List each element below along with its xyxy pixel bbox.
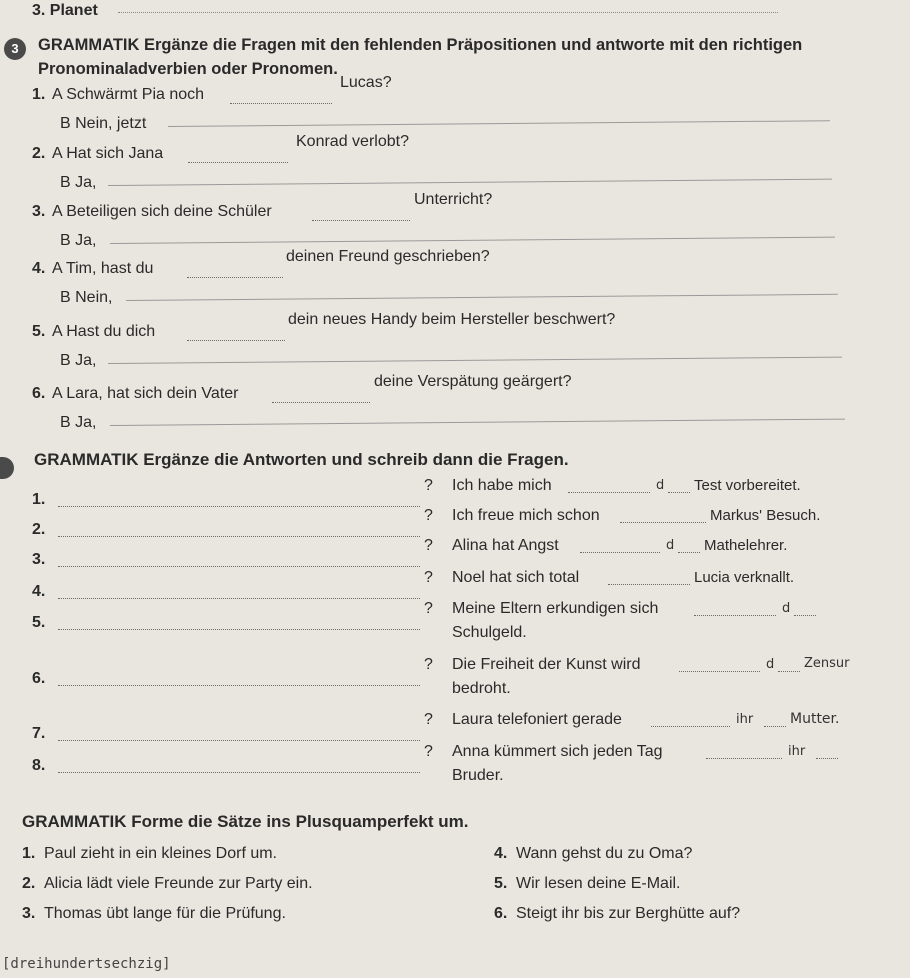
handwritten-article: d — [666, 538, 675, 553]
article-ending-blank[interactable] — [764, 726, 786, 727]
preposition-blank[interactable] — [272, 402, 370, 403]
answer-sentence-end: Test vorbereitet. — [694, 477, 801, 494]
sentence: Wir lesen deine E-Mail. — [516, 875, 681, 892]
article-ending-blank[interactable] — [778, 671, 800, 672]
item-number: 3. — [32, 551, 46, 568]
question-line[interactable] — [58, 536, 420, 537]
article-ending-blank[interactable] — [816, 758, 838, 759]
question-mark: ? — [424, 743, 433, 760]
answer-line[interactable] — [110, 237, 835, 244]
question-line[interactable] — [58, 566, 420, 567]
page-number: [dreihundertsechzig] — [2, 956, 171, 972]
handwritten-article: ihr — [788, 744, 806, 759]
question-a-text-end: Unterricht? — [414, 191, 493, 208]
answer-sentence-continued: bedroht. — [452, 680, 511, 697]
item-number: 7. — [32, 725, 46, 742]
answer-line[interactable] — [108, 357, 842, 364]
item-3-planet: 3. Planet — [32, 2, 98, 19]
answer-b-text: B Ja, — [60, 174, 97, 191]
item-number: 6. — [32, 670, 46, 687]
answer-sentence: Noel hat sich total — [452, 569, 580, 586]
question-mark: ? — [424, 477, 433, 494]
answer-blank[interactable] — [620, 522, 706, 523]
exercise-number-badge — [0, 457, 14, 479]
question-a-text: A Lara, hat sich dein Vater — [52, 385, 239, 402]
question-mark: ? — [424, 537, 433, 554]
question-a-text: A Schwärmt Pia noch — [52, 86, 205, 103]
question-line[interactable] — [58, 598, 420, 599]
question-a-text: A Beteiligen sich deine Schüler — [52, 203, 272, 220]
answer-line[interactable] — [126, 294, 838, 301]
question-a-text-end: dein neues Handy beim Hersteller beschwert? — [288, 311, 616, 328]
item-number: 1. — [22, 845, 36, 862]
item-number: 5. — [32, 614, 46, 631]
exercise-number-badge: 3 — [4, 38, 26, 60]
answer-blank[interactable] — [580, 552, 660, 553]
preposition-blank[interactable] — [188, 162, 288, 163]
item-number: 2. — [32, 521, 46, 538]
handwritten-article: d — [766, 657, 775, 672]
question-mark: ? — [424, 569, 433, 586]
item-number: 4. — [32, 583, 46, 600]
item-number: 6. — [494, 905, 508, 922]
preposition-blank[interactable] — [312, 220, 410, 221]
item-number: 4. — [494, 845, 508, 862]
question-a-text: A Tim, hast du — [52, 260, 154, 277]
article-ending-blank[interactable] — [678, 552, 700, 553]
answer-b-text: B Nein, — [60, 289, 113, 306]
answer-sentence: Anna kümmert sich jeden Tag — [452, 743, 663, 760]
handwritten-article: d — [656, 478, 665, 493]
answer-sentence: Ich habe mich — [452, 477, 552, 494]
exercise-title: GRAMMATIK Forme die Sätze ins Plusquamperfekt um. — [22, 812, 469, 831]
answer-b-text: B Ja, — [60, 414, 97, 431]
sentence: Steigt ihr bis zur Berghütte auf? — [516, 905, 741, 922]
question-mark: ? — [424, 600, 433, 617]
answer-sentence: Alina hat Angst — [452, 537, 559, 554]
answer-line[interactable] — [108, 179, 832, 186]
question-mark: ? — [424, 711, 433, 728]
answer-line[interactable] — [118, 12, 778, 13]
question-a-text: A Hat sich Jana — [52, 145, 164, 162]
preposition-blank[interactable] — [230, 103, 332, 104]
item-number: 6. — [32, 385, 46, 402]
answer-sentence: Meine Eltern erkundigen sich — [452, 600, 659, 617]
preposition-blank[interactable] — [187, 340, 285, 341]
item-number: 1. — [32, 86, 46, 103]
question-line[interactable] — [58, 772, 420, 773]
item-number: 5. — [32, 323, 46, 340]
question-line[interactable] — [58, 685, 420, 686]
question-a-text-end: deinen Freund geschrieben? — [286, 248, 490, 265]
item-number: 4. — [32, 260, 46, 277]
answer-sentence-end: Lucia verknallt. — [694, 569, 795, 586]
answer-sentence: Ich freue mich schon — [452, 507, 600, 524]
answer-blank[interactable] — [679, 671, 760, 672]
sentence: Alicia lädt viele Freunde zur Party ein. — [44, 875, 313, 892]
item-number: 2. — [32, 145, 46, 162]
answer-b-text: B Ja, — [60, 352, 97, 369]
sentence: Paul zieht in ein kleines Dorf um. — [44, 845, 277, 862]
answer-sentence-continued: Schulgeld. — [452, 624, 527, 641]
answer-blank[interactable] — [706, 758, 782, 759]
item-number: 8. — [32, 757, 46, 774]
answer-line[interactable] — [168, 120, 830, 127]
answer-sentence: Laura telefoniert gerade — [452, 711, 622, 728]
question-mark: ? — [424, 507, 433, 524]
question-mark: ? — [424, 656, 433, 673]
question-a-text-end: deine Verspätung geärgert? — [374, 373, 572, 390]
sentence: Wann gehst du zu Oma? — [516, 845, 693, 862]
exercise-title: GRAMMATIK Ergänze die Fragen mit den fehlenden Präpositionen und antworte mit den richtigen — [38, 36, 803, 54]
item-number: 2. — [22, 875, 36, 892]
exercise-title-continued: Pronominaladverbien oder Pronomen. — [38, 60, 338, 78]
answer-b-text: B Nein, jetzt — [60, 115, 147, 132]
answer-sentence-continued: Bruder. — [452, 767, 504, 784]
handwritten-article: d — [782, 601, 791, 616]
exercise-title: GRAMMATIK Ergänze die Antworten und schreib dann die Fragen. — [34, 450, 569, 469]
article-ending-blank[interactable] — [794, 615, 816, 616]
answer-blank[interactable] — [568, 492, 650, 493]
article-ending-blank[interactable] — [668, 492, 690, 493]
item-number: 1. — [32, 491, 46, 508]
item-number: 3. — [22, 905, 36, 922]
answer-sentence: Die Freiheit der Kunst wird — [452, 656, 641, 673]
answer-blank[interactable] — [694, 615, 776, 616]
question-a-text-end: Konrad verlobt? — [296, 133, 409, 150]
question-line[interactable] — [58, 629, 420, 630]
answer-b-text: B Ja, — [60, 232, 97, 249]
question-a-text-end: Lucas? — [340, 74, 392, 91]
answer-sentence-end: Zensur — [804, 656, 850, 671]
answer-sentence-end: Markus' Besuch. — [710, 507, 821, 524]
item-number: 3. — [32, 203, 46, 220]
item-number: 5. — [494, 875, 508, 892]
question-a-text: A Hast du dich — [52, 323, 156, 340]
answer-sentence-end: Mutter. — [790, 711, 840, 727]
question-line[interactable] — [58, 740, 420, 741]
answer-sentence-end: Mathelehrer. — [704, 537, 788, 554]
answer-blank[interactable] — [608, 584, 690, 585]
handwritten-article: ihr — [736, 712, 754, 727]
answer-line[interactable] — [110, 419, 845, 426]
preposition-blank[interactable] — [187, 277, 283, 278]
question-line[interactable] — [58, 506, 420, 507]
sentence: Thomas übt lange für die Prüfung. — [44, 905, 286, 922]
answer-blank[interactable] — [651, 726, 730, 727]
